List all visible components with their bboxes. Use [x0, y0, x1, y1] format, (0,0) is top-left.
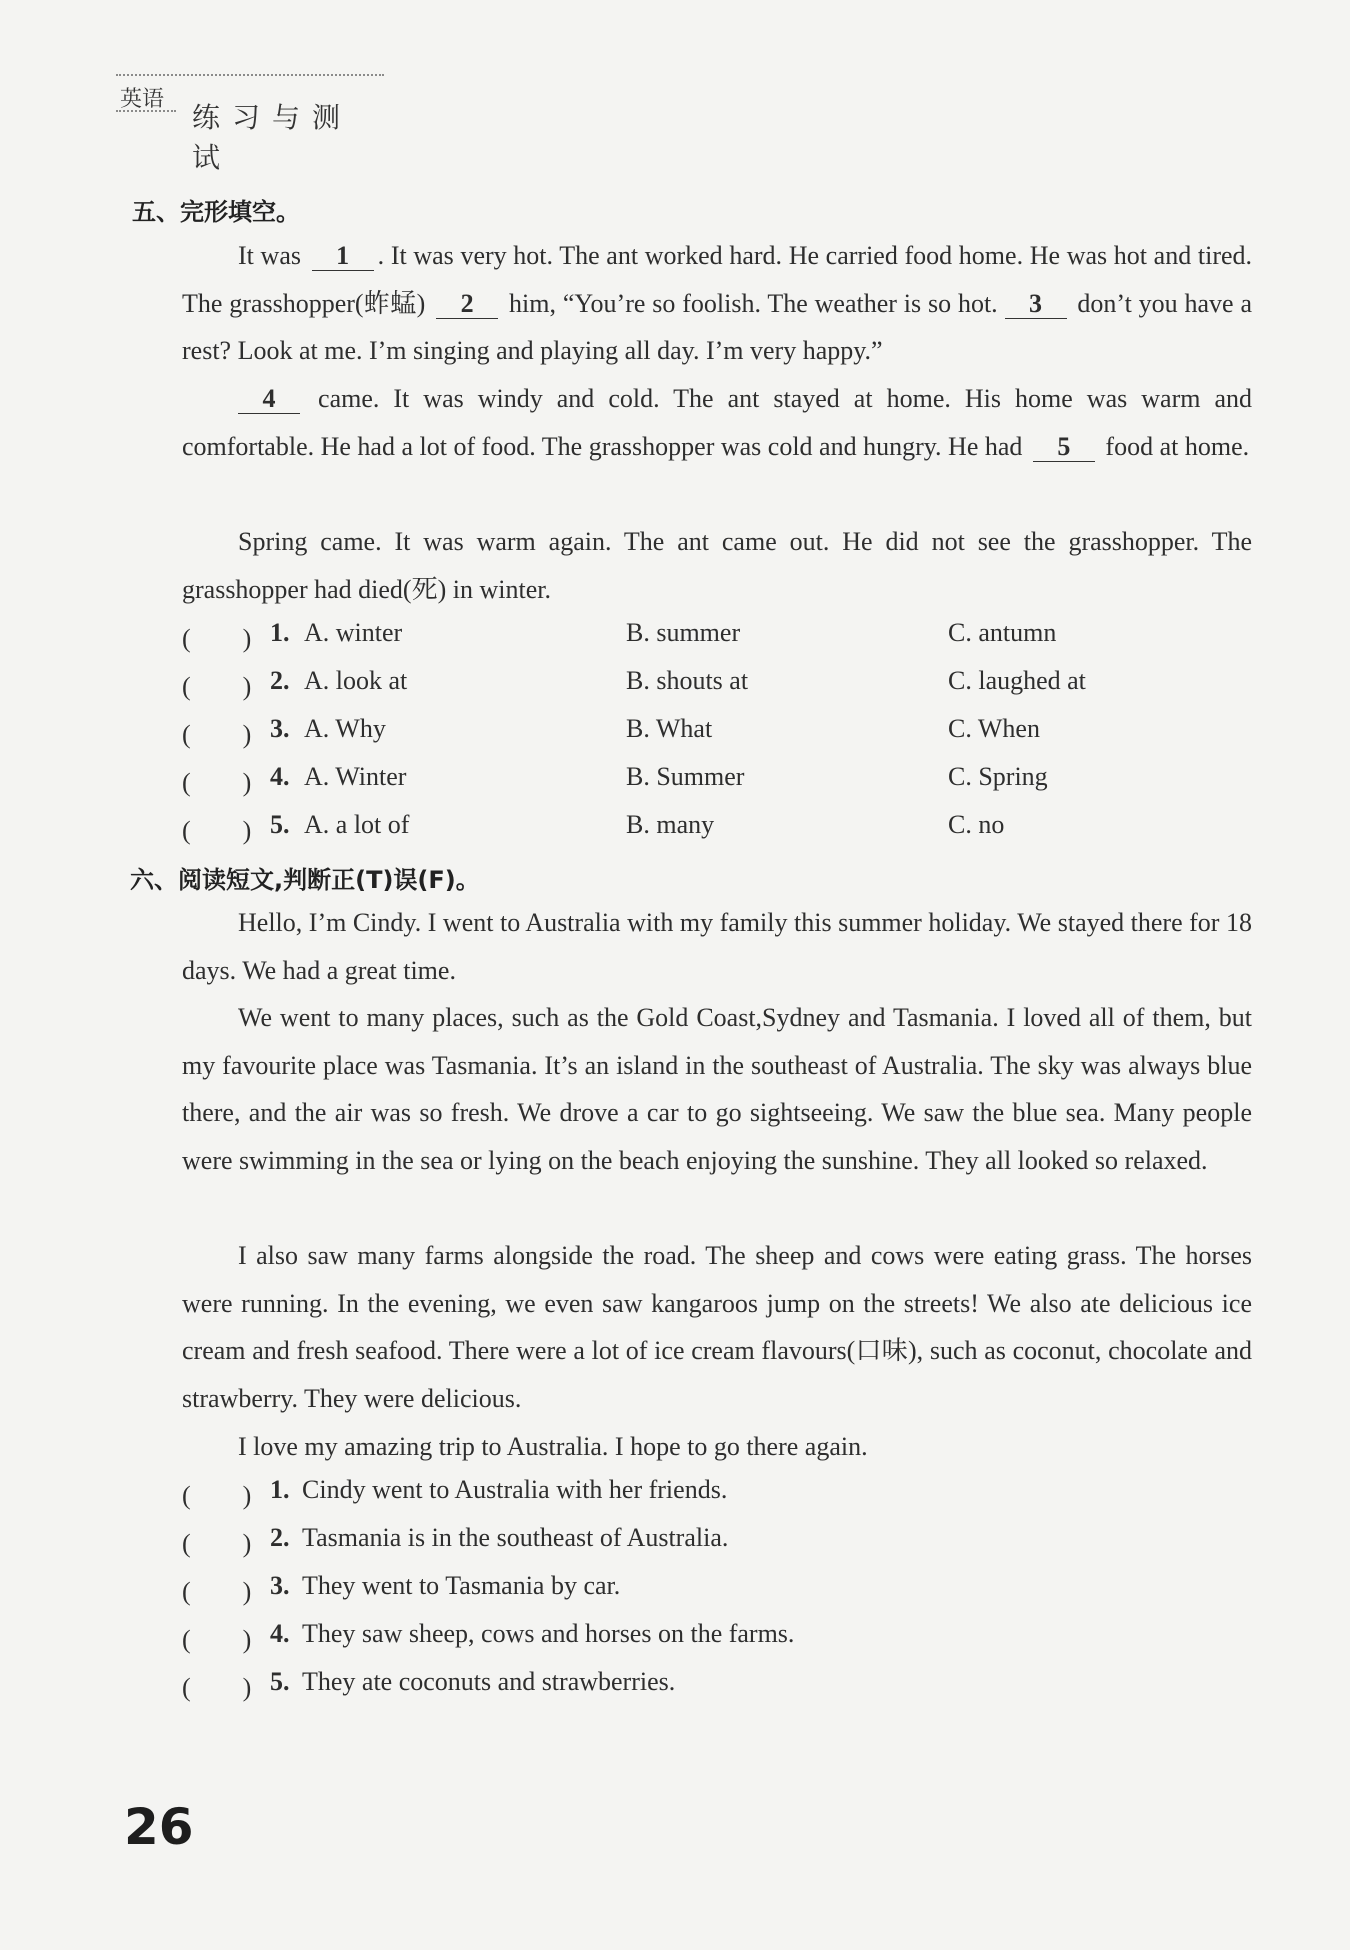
- reading-paragraph-2: We went to many places, such as the Gold Coast,Sydney and Tasmania. I loved all of them, but my favourite place was Tasmania. It’s an island in the southeast of Australia. The sky was always blue there, and the air was so fresh. We drove a car to go sightseeing. We saw the blue sea. Many people were swimming in the sea or lying on the beach enjoying the sunshine. They all looked so relaxed.: [182, 1003, 1252, 1175]
- option-a: A. look at: [304, 666, 408, 695]
- subject-label: 英语: [120, 87, 165, 112]
- statement-number: 3.: [270, 1571, 290, 1600]
- statement-number: 5.: [270, 1667, 290, 1696]
- page-header: [116, 70, 384, 174]
- section-6-title: 六、阅读短文,判断正(T)误(F)。: [130, 866, 480, 894]
- option-b: B. shouts at: [626, 666, 749, 695]
- statement-text: Tasmania is in the southeast of Australia.: [302, 1523, 729, 1552]
- statement-number: 2.: [270, 1523, 290, 1552]
- cloze-blank-2: 2: [436, 290, 498, 319]
- option-b: B. many: [626, 810, 715, 839]
- option-c: C. Spring: [948, 762, 1048, 791]
- question-number: 4.: [270, 762, 290, 791]
- cloze-blank-4: 4: [238, 385, 300, 414]
- answer-paren: ( ): [182, 1577, 252, 1606]
- reading-paragraph-4: I love my amazing trip to Australia. I hope to go there again.: [238, 1432, 868, 1461]
- answer-paren: ( ): [182, 624, 252, 653]
- option-a: A. a lot of: [304, 810, 410, 839]
- cloze-paragraph-3: Spring came. It was warm again. The ant came out. He did not see the grasshopper. The grasshopper had died(死) in winter.: [182, 527, 1252, 604]
- option-c: C. no: [948, 810, 1005, 839]
- option-b: B. summer: [626, 618, 741, 647]
- option-a: A. winter: [304, 618, 403, 647]
- statement-text: Cindy went to Australia with her friends.: [302, 1475, 728, 1504]
- option-c: C. When: [948, 714, 1040, 743]
- cloze-paragraph-2: 4 came. It was windy and cold. The ant stayed at home. His home was warm and comfortable. He had a lot of food. The grasshopper was cold and hungry. He had 5 food at home.: [182, 384, 1253, 461]
- answer-paren: ( ): [182, 1673, 252, 1702]
- cloze-blank-1: 1: [312, 242, 374, 271]
- statement-text: They went to Tasmania by car.: [302, 1571, 621, 1600]
- book-title: 练习与测试: [192, 101, 353, 174]
- page-number: 26: [124, 1798, 194, 1856]
- answer-paren: ( ): [182, 672, 252, 701]
- question-number: 3.: [270, 714, 290, 743]
- statement-text: They saw sheep, cows and horses on the farms.: [302, 1619, 795, 1648]
- option-b: B. Summer: [626, 762, 745, 791]
- question-number: 1.: [270, 618, 290, 647]
- cloze-blank-5: 5: [1033, 433, 1095, 462]
- statement-number: 1.: [270, 1475, 290, 1504]
- option-b: B. What: [626, 714, 713, 743]
- section-5-title: 五、完形填空。: [132, 198, 300, 226]
- cloze-paragraph-1: It was 1 . It was very hot. The ant worked hard. He carried food home. He was hot and tired. The grasshopper(蚱蜢) 2 him, “You’re so foolish. The weather is so hot. 3 don’t you have a rest? Look at me. I’m singing and playing all day. I’m very happy.”: [182, 241, 1253, 366]
- answer-paren: ( ): [182, 720, 252, 749]
- header-rule: [116, 74, 384, 76]
- question-number: 2.: [270, 666, 290, 695]
- answer-paren: ( ): [182, 1529, 252, 1558]
- option-c: C. antumn: [948, 618, 1057, 647]
- statement-number: 4.: [270, 1619, 290, 1648]
- reading-paragraph-3: I also saw many farms alongside the road. The sheep and cows were eating grass. The horses were running. In the evening, we even saw kangaroos jump on the streets! We also ate delicious ice cream and fresh seafood. There were a lot of ice cream flavours(口味), such as coconut, chocolate and strawberry. They were delicious.: [182, 1241, 1252, 1413]
- answer-paren: ( ): [182, 1481, 252, 1510]
- option-a: A. Why: [304, 714, 386, 743]
- answer-paren: ( ): [182, 1625, 252, 1654]
- question-number: 5.: [270, 810, 290, 839]
- answer-paren: ( ): [182, 816, 252, 845]
- answer-paren: ( ): [182, 768, 252, 797]
- reading-paragraph-1: Hello, I’m Cindy. I went to Australia with my family this summer holiday. We stayed there for 18 days. We had a great time.: [182, 908, 1252, 985]
- cloze-blank-3: 3: [1005, 290, 1067, 319]
- option-a: A. Winter: [304, 762, 407, 791]
- option-c: C. laughed at: [948, 666, 1086, 695]
- statement-text: They ate coconuts and strawberries.: [302, 1667, 676, 1696]
- subject-underline: [116, 110, 176, 112]
